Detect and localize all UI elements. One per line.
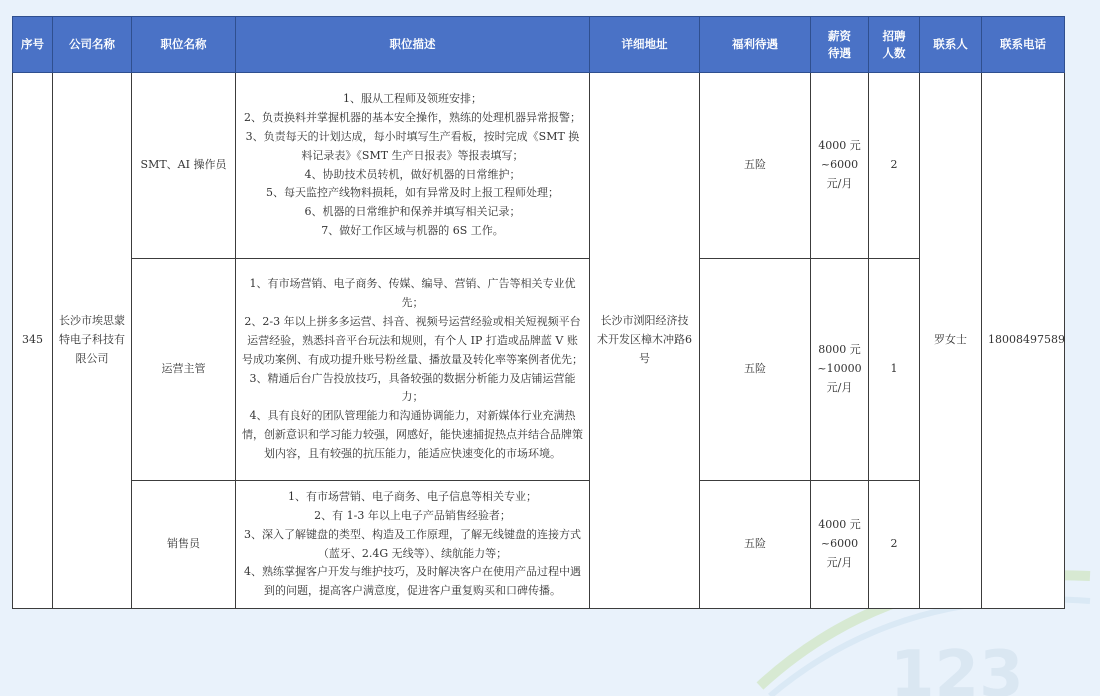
header-address: 详细地址	[590, 17, 700, 73]
headcount-cell: 1	[869, 259, 920, 481]
position-cell: 销售员	[132, 481, 236, 609]
salary-cell: 4000 元~6000 元/月	[811, 73, 869, 259]
position-cell: 运营主管	[132, 259, 236, 481]
description-line: 4、熟练掌握客户开发与维护技巧，及时解决客户在使用产品过程中遇到的问题，提高客户满意度，促进客户重复购买和口碑传播。	[244, 565, 581, 598]
table-row	[13, 481, 1065, 609]
description-line: 4、协助技术员转机，做好机器的日常维护；	[304, 167, 521, 181]
description-cell	[236, 73, 590, 259]
header-position: 职位名称	[132, 17, 236, 73]
description-line: 1、有市场营销、电子商务、电子信息等相关专业；	[288, 489, 537, 503]
description-line: 3、深入了解键盘的类型、构造及工作原理，了解无线键盘的连接方式（蓝牙、2.4G 无线等）、续航能力等；	[244, 527, 581, 560]
header-company: 公司名称	[53, 17, 132, 73]
description-line: 2、有 1-3 年以上电子产品销售经验者；	[314, 508, 511, 522]
description-line: 3、精通后台广告投放技巧，具备较强的数据分析能力及店铺运营能力；	[249, 371, 576, 404]
headcount-cell: 2	[869, 73, 920, 259]
description-line: 3、负责每天的计划达成，每小时填写生产看板，按时完成《SMT 换料记录表》《SMT 生产日报表》等报表填写；	[245, 129, 580, 162]
description-line: 7、做好工作区域与机器的 6S 工作。	[321, 224, 504, 238]
address-cell: 长沙市浏阳经济技术开发区樟木冲路6号	[590, 73, 700, 609]
welfare-cell: 五险	[700, 73, 811, 259]
description-cell	[236, 259, 590, 481]
welfare-cell: 五险	[700, 259, 811, 481]
description-line: 5、每天监控产线物料损耗，如有异常及时上报工程师处理；	[266, 186, 559, 200]
headcount-cell: 2	[869, 481, 920, 609]
description-cell	[236, 481, 590, 609]
description-line: 1、服从工程师及领班安排；	[343, 91, 482, 105]
job-table	[12, 16, 1065, 609]
phone-cell: 18008497589	[982, 73, 1065, 609]
company-cell: 长沙市埃思蒙特电子科技有限公司	[53, 73, 132, 609]
header-seq: 序号	[13, 17, 53, 73]
table-row	[13, 259, 1065, 481]
watermark-text: 123	[890, 638, 1024, 696]
salary-cell: 8000 元~10000 元/月	[811, 259, 869, 481]
header-headcount: 招聘人数	[869, 17, 920, 73]
header-description: 职位描述	[236, 17, 590, 73]
description-line: 6、机器的日常维护和保养并填写相关记录；	[304, 205, 521, 219]
description-line: 2、2-3 年以上拼多多运营、抖音、视频号运营经验或相关短视频平台运营经验，熟悉抖音平台玩法和规则，有个人 IP 打造或品牌蓝 V 账号成功案例、有成功提升账号粉丝量、播放量及转化率等案例者优先；	[242, 314, 583, 366]
salary-cell: 4000 元~6000 元/月	[811, 481, 869, 609]
header-salary: 薪资待遇	[811, 17, 869, 73]
welfare-cell: 五险	[700, 481, 811, 609]
contact-cell: 罗女士	[920, 73, 982, 609]
header-contact: 联系人	[920, 17, 982, 73]
header-row	[13, 17, 1065, 73]
seq-cell: 345	[13, 73, 53, 609]
table-row	[13, 73, 1065, 259]
description-line: 2、负责换料并掌握机器的基本安全操作，熟练的处理机器异常报警；	[244, 110, 581, 124]
description-line: 4、具有良好的团队管理能力和沟通协调能力，对新媒体行业充满热情，创新意识和学习能力较强，网感好，能快速捕捉热点并结合品牌策划内容，且有较强的抗压能力，能适应快速变化的市场环境。	[242, 409, 583, 461]
header-phone: 联系电话	[982, 17, 1065, 73]
header-welfare: 福利待遇	[700, 17, 811, 73]
position-cell: SMT、AI 操作员	[132, 73, 236, 259]
description-line: 1、有市场营销、电子商务、传媒、编导、营销、广告等相关专业优先；	[249, 276, 576, 309]
